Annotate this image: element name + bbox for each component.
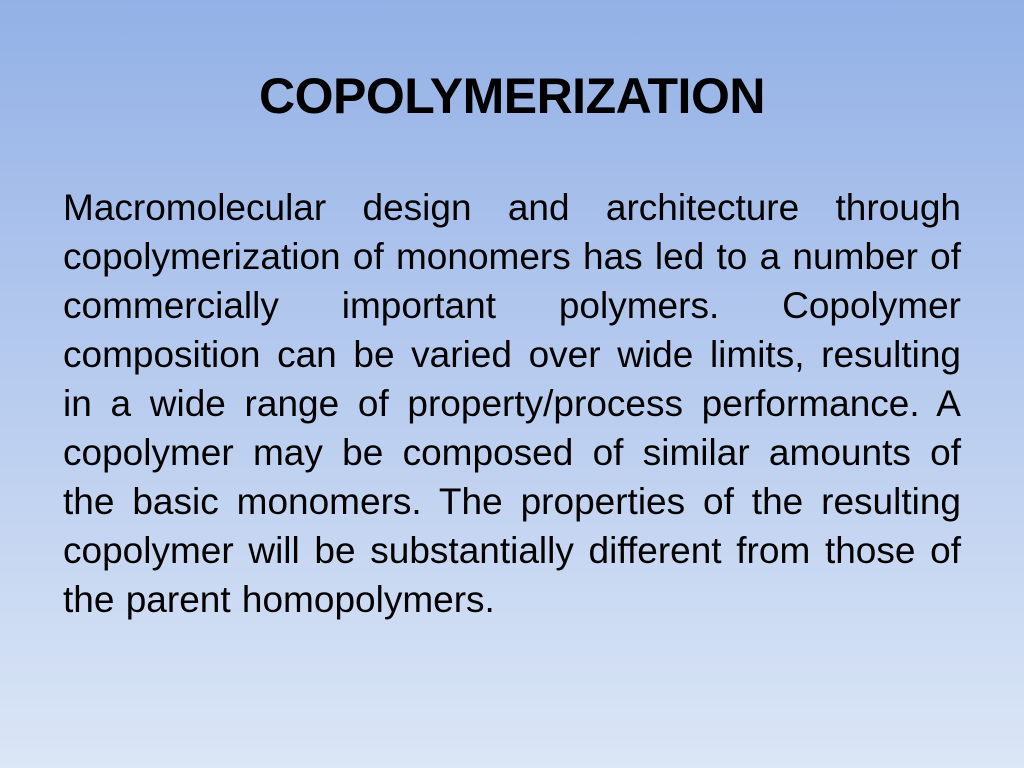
slide-title: COPOLYMERIZATION — [259, 68, 765, 124]
slide-body-text: Macromolecular design and architecture through copolymerization of monomers has led to a number of commercially important polymers. Copolymer composition can be varied over wide limits, resulting in a wide range of property/process performance. A copolymer may be composed of similar amounts of the basic monomers. The properties of the resulting copolymer will be substantially different from those of the parent homopolymers. — [63, 187, 961, 620]
